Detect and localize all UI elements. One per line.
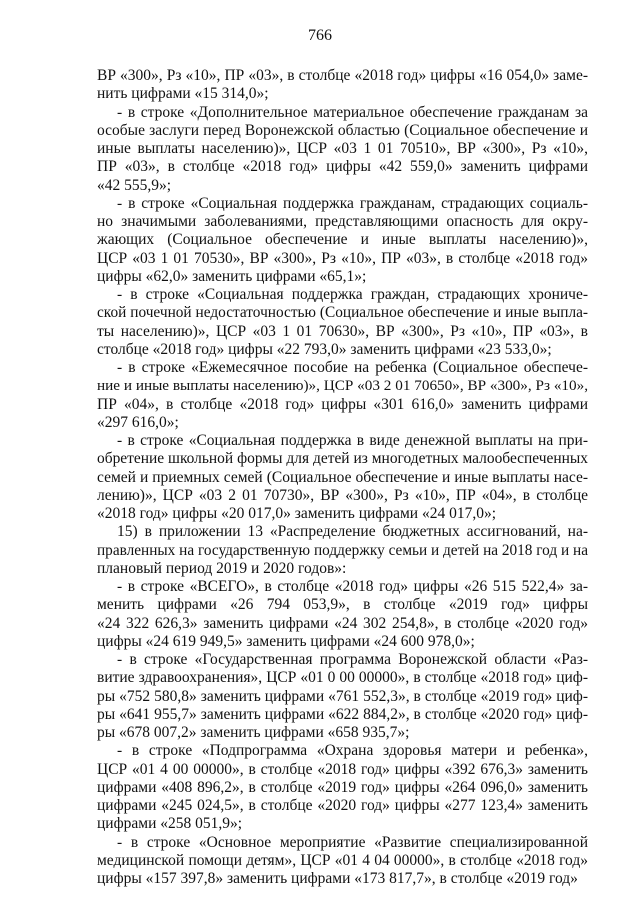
text-line-content: иные выплаты населению)», ЦСР «03 1 01 70510», ВР «300», Рз «10», [97, 140, 588, 157]
text-line-content: ры «752 580,8» заменить цифрами «761 552,3», в столбце «2019 год» циф- [97, 687, 588, 705]
text-line-content: - в строке «ВСЕГО», в столбце «2018 год» цифры «26 515 522,4» за- [117, 578, 588, 595]
text-line-content: «24 322 626,3» заменить цифрами «24 302 254,8», в столбце «2020 год» [97, 614, 588, 632]
page-number: 766 [308, 27, 332, 44]
text-line-content: - в строке «Государственная программа Воронежской области «Раз- [117, 651, 588, 668]
text-line-content: нить цифрами «15 314,0»; [97, 85, 269, 103]
text-line-content: столбце «2018 год» цифры «22 793,0» заменить цифрами «23 533,0»; [97, 340, 552, 358]
text-line-content: ВР «300», Рз «10», ПР «03», в столбце «2018 год» цифры «16 054,0» заме- [97, 67, 588, 84]
text-line-content: менить цифрами «26 794 053,9», в столбце «2019 год» цифры [97, 596, 588, 614]
text-line-content: - в строке «Социальная поддержка в виде денежной выплаты на при- [117, 432, 588, 449]
text-line-content: витие здравоохранения», ЦСР «01 0 00 00000», в столбце «2018 год» циф- [97, 669, 588, 687]
text-line-content: жающих (Социальное обеспечение и иные выплаты населению)», [97, 231, 588, 249]
text-line-content: цифрами «258 051,9»; [97, 815, 243, 833]
text-line-content: лению)», ЦСР «03 2 01 70730», ВР «300», Рз «10», ПР «04», в столбце [97, 486, 588, 504]
text-line-content: «2018 год» цифры «20 017,0» заменить цифрами «24 017,0»; [97, 505, 497, 522]
text-line-content: ЦСР «03 1 01 70530», ВР «300», Рз «10», ПР «03», в столбце «2018 год» [97, 249, 588, 267]
text-line-content: ры «641 955,7» заменить цифрами «622 884,2», в столбце «2020 год» циф- [97, 705, 588, 723]
text-line-content: ПР «03», в столбце «2018 год» цифры «42 559,0» заменить цифрами [97, 158, 588, 176]
text-line-content: плановый период 2019 и 2020 годов»: [97, 559, 347, 577]
text-line-content: - в строке «Социальная поддержка граждан, страдающих хрониче- [117, 286, 588, 303]
text-line-content: цифры «24 619 949,5» заменить цифрами «24 600 978,0»; [97, 632, 475, 650]
document-body [0, 65, 640, 903]
text-line-content: - в строке «Подпрограмма «Охрана здоровья матери и ребенка», [117, 742, 588, 760]
text-line-content: «42 555,9»; [97, 176, 172, 194]
text-line-content: цифрами «408 896,2», в столбце «2019 год» цифры «264 096,0» заменить [97, 778, 588, 796]
text-line-content: 15) в приложении 13 «Распределение бюджетных ассигнований, на- [117, 523, 588, 541]
text-line-content: цифры «62,0» заменить цифрами «65,1»; [97, 267, 367, 285]
text-line-content: обретение школьной формы для детей из многодетных малообеспеченных [97, 450, 588, 468]
text-line-content: ты населению)», ЦСР «03 1 01 70630», ВР «300», Рз «10», ПР «03», в [97, 322, 588, 340]
text-line-content: ЦСР «01 4 00 00000», в столбце «2018 год» цифры «392 676,3» заменить [97, 760, 588, 778]
text-line-content: правленных на государственную поддержку семьи и детей на 2018 год и на [97, 541, 588, 559]
text-line-content: медицинской помощи детям», ЦСР «01 4 04 00000», в столбце «2018 год» [97, 851, 588, 869]
text-line-content: особые заслуги перед Воронежской областью (Социальное обеспечение и [97, 121, 588, 139]
text-line-content: «297 616,0»; [97, 413, 179, 431]
text-line-content: - в строке «Социальная поддержка гражданам, страдающих социаль- [117, 194, 588, 212]
text-line-content: - в строке «Ежемесячное пособие на ребенка (Социальное обеспече- [117, 359, 588, 376]
text-line-content: ПР «04», в столбце «2018 год» цифры «301 616,0» заменить цифрами [97, 395, 588, 413]
text-line-content: - в строке «Основное мероприятие «Развитие специализированной [117, 833, 588, 851]
text-line-content: но значимыми заболеваниями, представляющими опасность для окру- [97, 213, 588, 230]
text-line-content: ской почечной недостаточностью (Социальное обеспечение и иные выпла- [97, 304, 588, 322]
text-line-content: ние и иные выплаты населению)», ЦСР «03 2 01 70650», ВР «300», Рз «10», [97, 377, 588, 395]
text-line-content: цифры «157 397,8» заменить цифрами «173 817,7», в столбце «2019 год» [97, 870, 578, 887]
text-line-content: цифрами «245 024,5», в столбце «2020 год» цифры «277 123,4» заменить [97, 797, 588, 814]
text-line [0, 868, 640, 889]
text-line-content: семей и приемных семей (Социальное обеспечение и иные выплаты насе- [97, 468, 588, 486]
text-line-content: ры «678 007,2» заменить цифрами «658 935,7»; [97, 724, 410, 741]
text-line-content: - в строке «Дополнительное материальное обеспечение гражданам за [117, 103, 588, 121]
